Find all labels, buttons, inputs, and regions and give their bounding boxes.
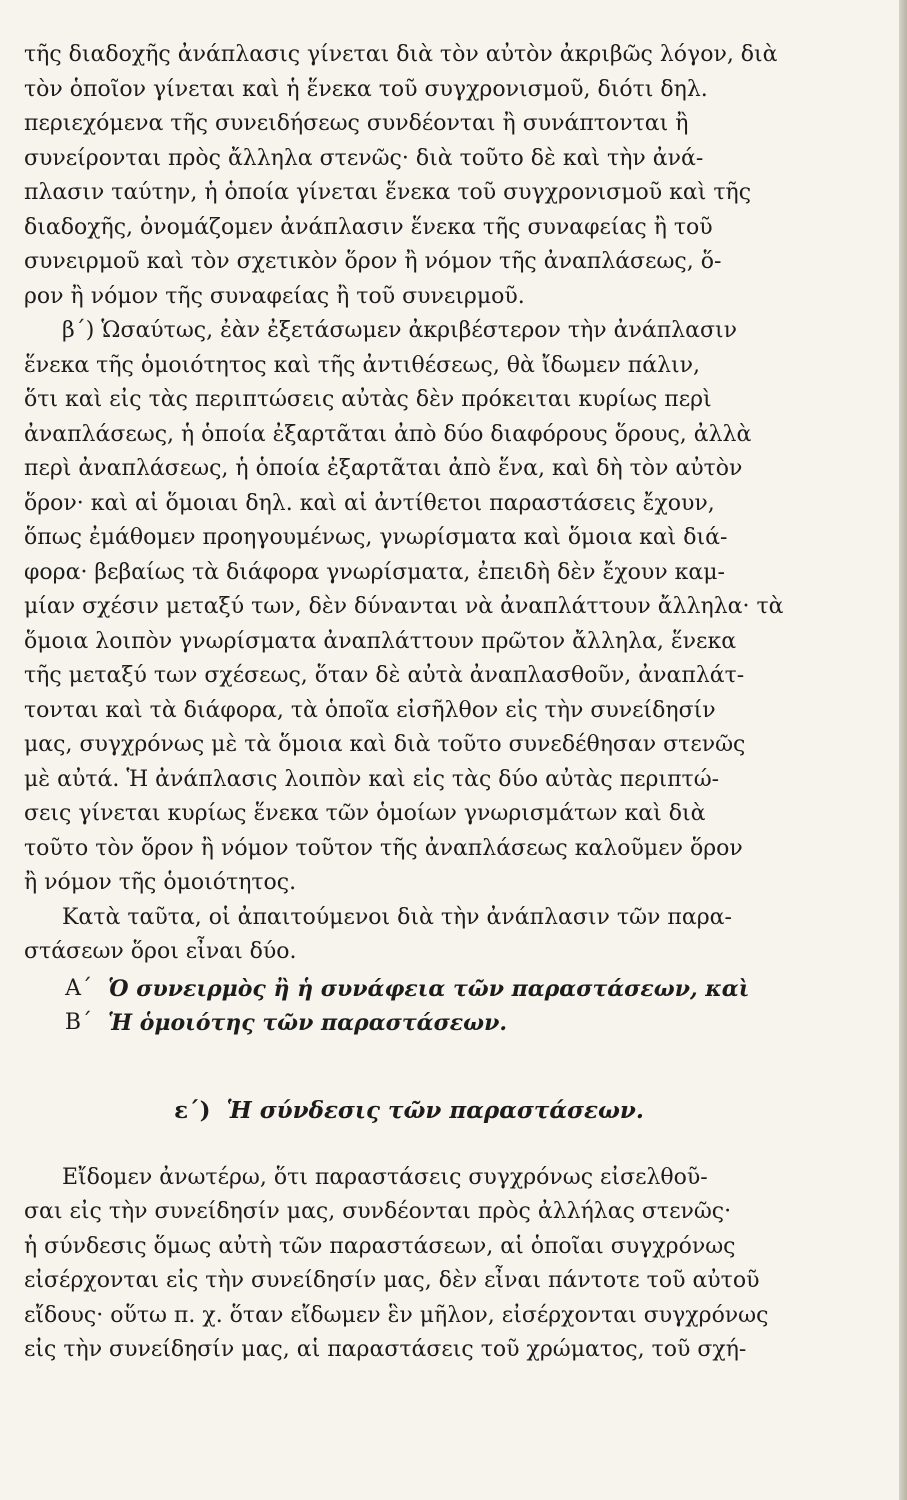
section-number: ε΄) [174, 1096, 211, 1124]
text-line: Εἴδομεν ἀνωτέρω, ὅτι παραστάσεις συγχρόνως εἰσελθοῦ- [62, 1164, 708, 1190]
text-line: εἰσέρχονται εἰς τὴν συνείδησίν μας, δὲν εἶναι πάντοτε τοῦ αὐτοῦ [24, 1268, 760, 1293]
text-line: εἴδους· οὕτω π. χ. ὅταν εἴδωμεν ἓν μῆλον, εἰσέρχονται συγχρόνως [24, 1302, 769, 1328]
text-line: τονται καὶ τὰ διάφορα, τὰ ὁποῖα εἰσῆλθον εἰς τὴν συνείδησίν [24, 697, 716, 723]
section-title: Ἡ σύνδεσις τῶν παραστάσεων. [226, 1096, 644, 1124]
conditions-list [24, 972, 794, 1041]
text-line: τῆς μεταξύ των σχέσεως, ὅταν δὲ αὐτὰ ἀναπλασθοῦν, ἀναπλάτ- [24, 663, 745, 688]
paragraph-4 [24, 1161, 794, 1368]
list-item-text: Ὁ συνειρμὸς ἢ ἡ συνάφεια τῶν παραστάσεων, καὶ [108, 975, 750, 1002]
text-line: πλασιν ταύτην, ἡ ὁποία γίνεται ἕνεκα τοῦ συγχρονισμοῦ καὶ τῆς [24, 180, 752, 205]
text-line: ὅπως ἐμάθομεν προηγουμένως, γνωρίσματα καὶ ὅμοια καὶ διά- [24, 525, 728, 550]
text-line: β΄) Ὡσαύτως, ἐὰν ἐξετάσωμεν ἀκριβέστερον τὴν ἀνάπλασιν [62, 318, 737, 343]
text-line: ὅτι καὶ εἰς τὰς περιπτώσεις αὐτὰς δὲν πρόκειται κυρίως περὶ [24, 387, 712, 412]
list-item [24, 972, 794, 1007]
text-line: συνειρμοῦ καὶ τὸν σχετικὸν ὅρον ἢ νόμον τῆς ἀναπλάσεως, ὅ- [24, 249, 722, 274]
text-line: περὶ ἀναπλάσεως, ἡ ὁποία ἐξαρτᾶται ἀπὸ ἕνα, καὶ δὴ τὸν αὐτὸν [24, 456, 743, 481]
paragraph-1 [24, 38, 794, 314]
text-line: σαι εἰς τὴν συνείδησίν μας, συνδέονται πρὸς ἀλλήλας στενῶς· [24, 1199, 732, 1224]
text-line: τῆς διαδοχῆς ἀνάπλασις γίνεται διὰ τὸν αὐτὸν ἀκριβῶς λόγον, διὰ [24, 42, 778, 67]
text-line: μίαν σχέσιν μεταξύ των, δὲν δύνανται νὰ ἀναπλάττουν ἄλληλα· τὰ [24, 594, 784, 619]
text-line: τοῦτο τὸν ὅρον ἢ νόμον τοῦτον τῆς ἀναπλάσεως καλοῦμεν ὅρον [24, 835, 743, 861]
text-line: ἀναπλάσεως, ἡ ὁποία ἐξαρτᾶται ἀπὸ δύο διαφόρους ὅρους, ἀλλὰ [24, 421, 752, 447]
text-line: ἢ νόμον τῆς ὁμοιότητος. [24, 870, 297, 895]
text-line: τὸν ὁποῖον γίνεται καὶ ἡ ἕνεκα τοῦ συγχρονισμοῦ, διότι δηλ. [24, 76, 708, 102]
text-line: ἕνεκα τῆς ὁμοιότητος καὶ τῆς ἀντιθέσεως, θὰ ἴδωμεν πάλιν, [24, 352, 701, 378]
text-line: ἡ σύνδεσις ὅμως αὐτὴ τῶν παραστάσεων, αἱ ὁποῖαι συγχρόνως [24, 1233, 736, 1259]
text-line: φορα· βεβαίως τὰ διάφορα γνωρίσματα, ἐπειδὴ δὲν ἔχουν καμ- [24, 559, 725, 585]
text-line: διαδοχῆς, ὀνομάζομεν ἀνάπλασιν ἕνεκα τῆς συναφείας ἢ τοῦ [24, 214, 713, 240]
text-line: συνείρονται πρὸς ἄλληλα στενῶς· διὰ τοῦτο δὲ καὶ τὴν ἀνά- [24, 145, 704, 171]
page-text [24, 38, 794, 1368]
paragraph-2 [24, 314, 794, 901]
text-line: στάσεων ὅροι εἶναι δύο. [24, 939, 297, 964]
section-heading [24, 1081, 794, 1141]
text-line: ὅρον· καὶ αἱ ὅμοιαι δηλ. καὶ αἱ ἀντίθετοι παραστάσεις ἔχουν, [24, 490, 715, 516]
paragraph-3 [24, 901, 794, 970]
text-line: σεις γίνεται κυρίως ἕνεκα τῶν ὁμοίων γνωρισμάτων καὶ διὰ [24, 801, 706, 826]
text-line: μας, συγχρόνως μὲ τὰ ὅμοια καὶ διὰ τοῦτο συνεδέθησαν στενῶς [24, 732, 746, 757]
list-item-number: Β΄ [64, 1010, 92, 1035]
text-line: ρον ἢ νόμον τῆς συναφείας ἢ τοῦ συνειρμοῦ. [24, 283, 525, 309]
text-line: ὅμοια λοιπὸν γνωρίσματα ἀναπλάττουν πρῶτον ἄλληλα, ἕνεκα [24, 628, 737, 654]
text-line: μὲ αὐτά. Ἡ ἀνάπλασις λοιπὸν καὶ εἰς τὰς δύο αὐτὰς περιπτώ- [24, 766, 720, 792]
text-line: Κατὰ ταῦτα, οἱ ἀπαιτούμενοι διὰ τὴν ἀνάπλασιν τῶν παρα- [62, 904, 732, 930]
list-item-text: Ἡ ὁμοιότης τῶν παραστάσεων. [108, 1010, 508, 1036]
page-edge-shadow [899, 0, 907, 1500]
list-item [24, 1006, 794, 1041]
list-item-number: Α΄ [65, 975, 92, 1001]
text-line: περιεχόμενα τῆς συνειδήσεως συνδέονται ἢ συνάπτονται ἢ [24, 111, 689, 136]
text-line: εἰς τὴν συνείδησίν μας, αἱ παραστάσεις τοῦ χρώματος, τοῦ σχή- [24, 1337, 747, 1362]
